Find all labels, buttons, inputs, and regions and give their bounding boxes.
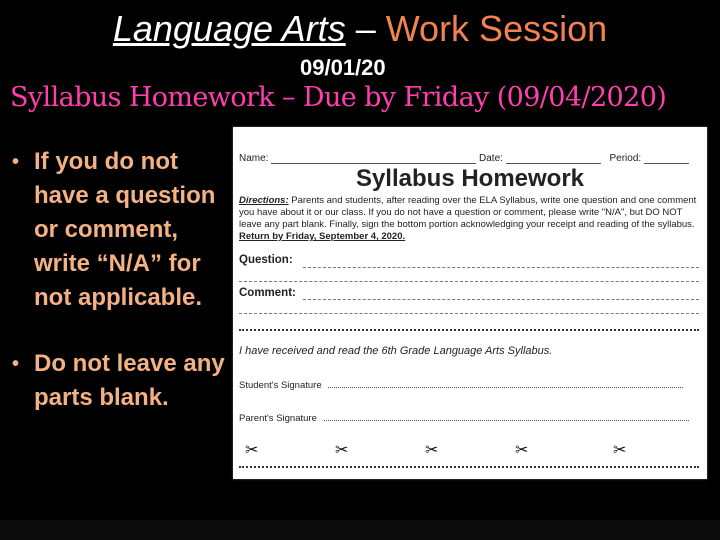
- student-signature-row: [239, 379, 683, 391]
- bullet-list: [10, 145, 235, 415]
- worksheet-image: [233, 127, 707, 479]
- date-line: [506, 154, 601, 164]
- question-label: Question:: [239, 254, 293, 266]
- parent-signature-line: [324, 412, 689, 421]
- cut-separator: [239, 329, 699, 331]
- student-signature-label: Student's Signature: [239, 380, 322, 391]
- name-label: Name:: [239, 153, 269, 164]
- date-label: Date:: [479, 153, 503, 164]
- name-line: [271, 154, 476, 164]
- received-statement: I have received and read the 6th Grade Language Arts Syllabus.: [239, 345, 553, 357]
- question-line: [303, 267, 699, 268]
- scissors-icon: ✂: [245, 442, 259, 459]
- directions-text: Parents and students, after reading over the ELA Syllabus, write one question and one comment you have about it or our class. If you do not have a question or comment, please write "N/A", but DO NOT leave any part blank. Finally, sign the bottom portion acknowledging your receipt and reading of the syllabus.: [239, 195, 697, 230]
- slide-date: 09/01/20: [300, 55, 386, 80]
- scissors-icon: ✂: [515, 442, 529, 459]
- scissors-icon: ✂: [335, 442, 349, 459]
- directions-label: Directions:: [239, 195, 289, 206]
- period-label: Period:: [609, 153, 642, 164]
- bullet-item: [10, 145, 235, 315]
- scissors-icon: ✂: [425, 442, 439, 459]
- comment-label: Comment:: [239, 287, 296, 299]
- comment-line: [303, 299, 699, 300]
- bullet-dot-icon: •: [12, 151, 20, 173]
- comment-line: [239, 313, 699, 314]
- question-row: [239, 254, 293, 266]
- slide-subtitle: Syllabus Homework – Due by Friday (09/04/2020): [10, 82, 667, 113]
- bullet-item: [10, 347, 235, 415]
- directions-block: [239, 195, 701, 243]
- parent-signature-row: [239, 412, 689, 424]
- slide-title-text: [113, 8, 607, 50]
- scissors-icon: ✂: [613, 442, 627, 459]
- cut-line: [239, 452, 699, 468]
- title-language-arts: Language Arts: [112, 8, 346, 49]
- comment-row: [239, 287, 296, 299]
- slide-title: [0, 0, 720, 60]
- name-row: [239, 153, 689, 164]
- parent-signature-label: Parent's Signature: [239, 413, 317, 424]
- student-signature-line: [328, 379, 683, 388]
- bullet-text: Do not leave any parts blank.: [34, 350, 225, 411]
- worksheet-title: Syllabus Homework: [355, 165, 585, 192]
- due-text: Return by Friday, September 4, 2020.: [239, 231, 406, 242]
- bullet-text: If you do not have a question or comment, write “N/A” for not applicable.: [34, 148, 216, 311]
- period-line: [644, 154, 689, 164]
- title-work-session: Work Session: [385, 8, 608, 49]
- bullet-dot-icon: •: [12, 353, 20, 375]
- question-line: [239, 281, 699, 282]
- title-dash: –: [345, 8, 386, 49]
- footer-band: [0, 520, 720, 540]
